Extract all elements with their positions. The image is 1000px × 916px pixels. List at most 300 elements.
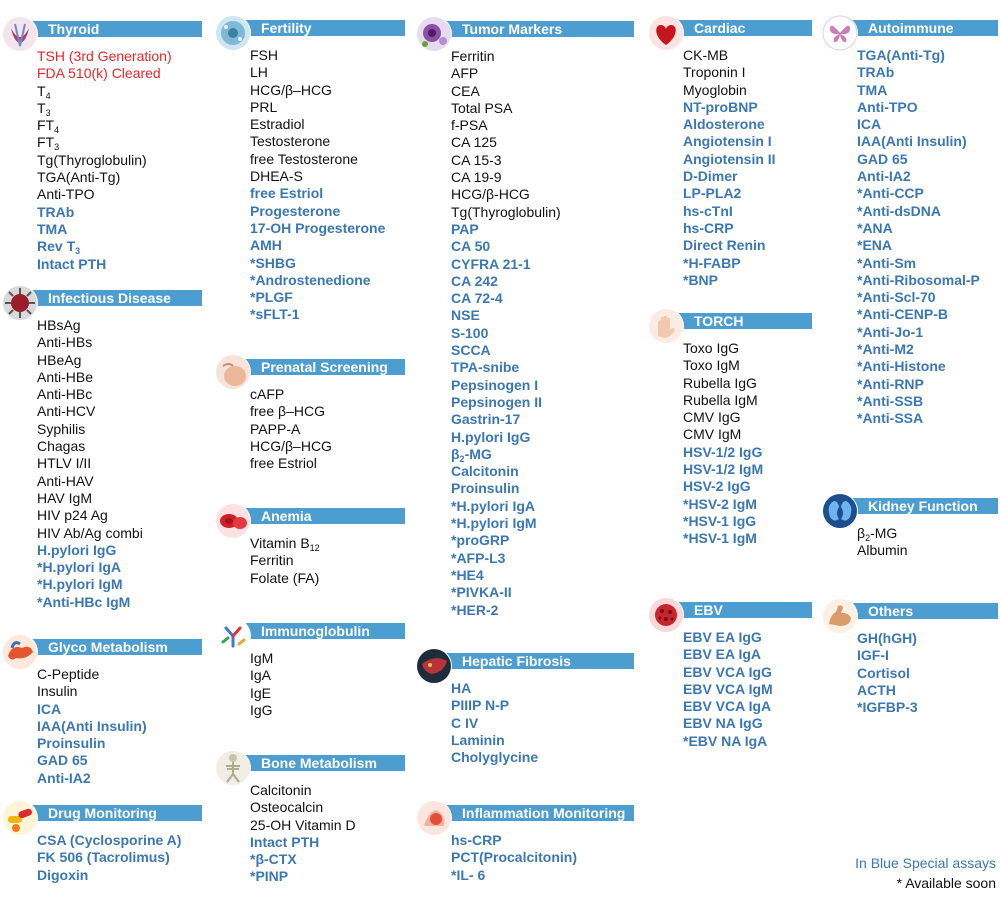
assay-item [250, 535, 405, 552]
assay-name: 25-OH Vitamin D [250, 816, 356, 833]
assay-name: GAD 65 [857, 150, 908, 167]
assay-name: *H.pylori IgA [451, 497, 536, 514]
assay-item [451, 446, 634, 463]
assay-name: *Anti-M2 [857, 341, 914, 358]
assay-item [451, 342, 634, 359]
assay-name: Anti-HBe [37, 368, 94, 385]
assay-item [250, 667, 405, 684]
assay-item [683, 375, 812, 392]
assay-list [215, 47, 405, 324]
assay-item [250, 306, 405, 323]
assay-name: *Anti-SSA [857, 410, 924, 427]
assay-name: HTLV I/II [37, 455, 92, 472]
assay-name: EBV VCA IgM [683, 680, 773, 697]
assay-item [37, 186, 202, 203]
assay-item [683, 82, 812, 99]
section-title: Prenatal Screening [239, 359, 405, 375]
assay-name: T [37, 82, 46, 99]
assay-item [37, 525, 202, 542]
assay-name: *H.pylori IgM [451, 515, 537, 532]
assay-name: CYFRA 21-1 [451, 255, 531, 272]
section-header [215, 15, 405, 37]
assay-item [451, 152, 634, 169]
assay-name: Anti-TPO [37, 186, 95, 203]
assay-name: *ANA [857, 219, 893, 236]
section-fertility [215, 15, 405, 324]
assay-name: Rubella IgG [683, 374, 757, 391]
assay-name: *PIVKA-II [451, 584, 512, 601]
assay-item [250, 64, 405, 81]
assay-item [857, 82, 998, 99]
assay-item [683, 681, 812, 698]
assay-name: AFP [451, 65, 479, 82]
assay-item [857, 64, 998, 81]
assay-item [37, 594, 202, 611]
assay-item [250, 685, 405, 702]
assay-name: PRL [250, 98, 278, 115]
assay-name: TSH (3rd Generation) [37, 48, 172, 64]
assay-item [683, 99, 812, 116]
assay-item [451, 83, 634, 100]
assay-item [37, 770, 202, 787]
assay-item [683, 530, 812, 547]
assay-item [37, 849, 202, 866]
assay-name: *proGRP [451, 532, 510, 549]
assay-name: CSA (Cyclosporine A) [37, 832, 182, 848]
assay-name: HSV-2 IgG [683, 478, 751, 495]
section-header [215, 618, 405, 640]
assay-name: Albumin [857, 542, 908, 559]
assay-item [683, 340, 812, 357]
assay-item [250, 438, 405, 455]
legend-special-assays: In Blue Special assays [855, 855, 996, 871]
assay-item [857, 255, 998, 272]
assay-name: *PLGF [250, 289, 293, 306]
section-header [2, 285, 202, 307]
assay-item [451, 273, 634, 290]
assay-item [857, 99, 998, 116]
assay-item [451, 377, 634, 394]
section-inflammation-monitoring [416, 800, 634, 884]
assay-item [451, 359, 634, 376]
assay-item [683, 646, 812, 663]
assay-item [250, 255, 405, 272]
assay-item [857, 542, 998, 559]
assay-name: IAA(Anti Insulin) [37, 717, 147, 734]
assay-item [683, 478, 812, 495]
assay-item [37, 369, 202, 386]
antibody-icon [215, 618, 251, 654]
assay-name: Tg(Thyroglobulin) [37, 151, 147, 168]
assay-item [37, 455, 202, 472]
assay-item [451, 204, 634, 221]
assay-name: f-PSA [451, 117, 488, 134]
assay-name: *H-FABP [683, 254, 741, 271]
assay-name: Anti-IA2 [857, 168, 911, 185]
assay-item [683, 47, 812, 64]
section-cardiac [648, 15, 812, 289]
assay-name: CA 15-3 [451, 151, 502, 168]
assay-list [2, 317, 202, 611]
assay-name: GAD 65 [37, 752, 88, 769]
assay-list [822, 525, 998, 560]
assay-item [683, 426, 812, 443]
assay-item [857, 168, 998, 185]
heart-icon [648, 15, 684, 51]
assay-item [37, 666, 202, 683]
assay-list [416, 680, 634, 766]
section-glyco-metabolism [2, 634, 202, 787]
section-title: Drug Monitoring [26, 805, 202, 821]
assay-item [250, 455, 405, 472]
assay-name: TGA(Anti-Tg) [37, 169, 121, 186]
assay-name: CMV IgG [683, 409, 741, 426]
assay-item [37, 701, 202, 718]
assay-name: *PINP [250, 868, 289, 885]
assay-name: Progesterone [250, 202, 341, 219]
section-header [215, 354, 405, 376]
assay-name: HCG/β–HCG [250, 437, 332, 454]
assay-item [857, 47, 998, 64]
assay-name: Anti-HBc [37, 386, 93, 403]
assay-item [37, 403, 202, 420]
assay-item [683, 698, 812, 715]
assay-name: *Anti-CENP-B [857, 306, 948, 323]
assay-item [683, 496, 812, 513]
assay-item [683, 133, 812, 150]
assay-subscript: 2 [459, 453, 465, 464]
assay-name: HCG/β-HCG [451, 186, 530, 203]
assay-name: *H.pylori IgM [37, 576, 123, 593]
assay-item [451, 117, 634, 134]
assay-item [683, 220, 812, 237]
assay-name: TMA [857, 81, 888, 98]
assay-name: hs-CRP [683, 219, 734, 236]
assay-name: Syphilis [37, 420, 86, 437]
assay-item [451, 290, 634, 307]
assay-list [2, 832, 202, 884]
assay-item [250, 185, 405, 202]
assay-name: Vitamin B [250, 535, 310, 551]
assay-item [857, 324, 998, 341]
assay-item [37, 752, 202, 769]
assay-item [250, 851, 405, 868]
assay-name: CA 242 [451, 272, 498, 289]
assay-item [37, 204, 202, 221]
assay-name: *Anti-Histone [857, 358, 946, 375]
assay-name: FK 506 (Tacrolimus) [37, 849, 170, 866]
assay-name: Insulin [37, 683, 78, 700]
assay-name: Angiotensin I [683, 133, 772, 150]
assay-item [37, 238, 202, 255]
skeleton-icon [215, 750, 251, 786]
assay-item [250, 237, 405, 254]
assay-list [215, 782, 405, 886]
assay-subscript: 2 [865, 533, 871, 543]
assay-name: free β–HCG [250, 403, 325, 420]
assay-name: β [857, 525, 866, 541]
assay-name: *β-CTX [250, 851, 297, 868]
assay-item [37, 352, 202, 369]
assay-item [683, 392, 812, 409]
assay-name: 17-OH Progesterone [250, 219, 386, 236]
assay-item [683, 116, 812, 133]
assay-item [37, 490, 202, 507]
section-infectious-disease [2, 285, 202, 611]
assay-name: EBV EA IgA [683, 646, 762, 663]
assay-list [416, 48, 634, 619]
assay-name: *Anti-Sm [857, 254, 917, 271]
assay-item [37, 576, 202, 593]
assay-item [250, 133, 405, 150]
assay-list [215, 386, 405, 472]
assay-item [37, 134, 202, 151]
assay-item [683, 664, 812, 681]
assay-name: *AFP-L3 [451, 549, 506, 566]
assay-name: IgE [250, 684, 272, 701]
assay-item [250, 403, 405, 420]
assay-item [857, 525, 998, 542]
assay-name: *Androstenedione [250, 271, 371, 288]
assay-item [451, 832, 634, 849]
assay-name: TRAb [857, 64, 895, 81]
assay-name: SCCA [451, 342, 491, 359]
assay-name: Troponin I [683, 64, 746, 81]
assay-item [451, 134, 634, 151]
assay-name: HA [451, 680, 472, 696]
assay-subscript: 12 [309, 543, 320, 553]
assay-item [451, 65, 634, 82]
virus-icon [2, 285, 38, 321]
assay-name: PAP [451, 220, 479, 237]
assay-name: free Estriol [250, 185, 324, 202]
section-title: Others [846, 603, 998, 619]
assay-name: PCT(Procalcitonin) [451, 849, 578, 866]
assay-name: *Anti-RNP [857, 375, 924, 392]
section-header [416, 16, 634, 38]
assay-item [37, 867, 202, 884]
assay-name: LH [250, 64, 268, 81]
assay-name: ICA [37, 700, 62, 717]
assay-item [250, 289, 405, 306]
section-title: Bone Metabolism [239, 755, 405, 771]
assay-item [857, 410, 998, 427]
assay-item [857, 358, 998, 375]
assay-name: AMH [250, 237, 282, 254]
assay-name: Laminin [451, 731, 505, 748]
section-title: Hepatic Fibrosis [440, 653, 634, 669]
section-header [822, 598, 998, 620]
section-title: TORCH [672, 313, 812, 329]
section-header [215, 503, 405, 525]
section-autoimmune [822, 15, 998, 428]
assay-name: ACTH [857, 681, 896, 698]
assay-list [2, 666, 202, 787]
assay-name: Estradiol [250, 116, 305, 133]
assay-name: PAPP-A [250, 420, 301, 437]
assay-item [683, 255, 812, 272]
assay-name: Chagas [37, 438, 86, 455]
assay-item [451, 680, 634, 697]
assay-name: Aldosterone [683, 116, 765, 133]
section-title: Autoimmune [846, 20, 998, 36]
assay-name: IAA(Anti Insulin) [857, 133, 967, 150]
assay-item [857, 630, 998, 647]
assay-item [37, 221, 202, 238]
assay-name: Toxo IgM [683, 357, 740, 374]
assay-name: HIV p24 Ag [37, 507, 108, 524]
assay-name: Anti-HCV [37, 403, 96, 420]
assay-name: HSV-1/2 IgG [683, 443, 763, 460]
assay-name: DHEA-S [250, 168, 303, 185]
assay-name: CK-MB [683, 47, 729, 63]
assay-name: Anti-HAV [37, 472, 94, 489]
assay-name: Pepsinogen I [451, 376, 539, 393]
assay-item [250, 386, 405, 403]
assay-name: Digoxin [37, 866, 89, 883]
assay-name: IgM [250, 650, 274, 666]
section-bone-metabolism [215, 750, 405, 886]
assay-name: S-100 [451, 324, 489, 341]
assay-name: NSE [451, 307, 480, 324]
section-header [648, 308, 812, 330]
assay-item [451, 515, 634, 532]
section-title: Kidney Function [846, 498, 998, 514]
assay-item [451, 429, 634, 446]
assay-name: CA 72-4 [451, 290, 503, 307]
assay-subscript: 4 [45, 90, 51, 101]
assay-name: *Anti-Ribosomal-P [857, 271, 980, 288]
kidney-icon [822, 493, 858, 529]
assay-item [37, 48, 202, 65]
assay-name: CA 19-9 [451, 169, 502, 186]
assay-item [451, 48, 634, 65]
assay-item [37, 559, 202, 576]
assay-item [683, 444, 812, 461]
assay-name: Direct Renin [683, 237, 766, 254]
assay-item [451, 411, 634, 428]
assay-item [37, 438, 202, 455]
assay-item [857, 341, 998, 358]
assay-name: HBsAg [37, 317, 81, 333]
assay-name: TRAb [37, 203, 75, 220]
blood-cell-icon [215, 503, 251, 539]
cell-icon [215, 15, 251, 51]
assay-item [250, 82, 405, 99]
assay-item [250, 799, 405, 816]
section-header [822, 493, 998, 515]
assay-name: Rev T [37, 238, 76, 255]
assay-item [37, 683, 202, 700]
section-title: Inflammation Monitoring [440, 805, 634, 821]
section-title: Infectious Disease [26, 290, 202, 306]
assay-name: EBV VCA IgA [683, 698, 772, 715]
assay-item [250, 868, 405, 885]
assay-item [37, 117, 202, 134]
assay-name-suffix: -MG [464, 445, 492, 462]
section-header [2, 16, 202, 38]
assay-item [451, 584, 634, 601]
assay-item [37, 256, 202, 273]
assay-name: FSH [250, 47, 278, 63]
assay-name: Cholyglycine [451, 749, 539, 766]
assay-name: Calcitonin [250, 782, 312, 798]
assay-name: H.pylori IgG [37, 541, 117, 558]
assay-item [451, 849, 634, 866]
pancreas-icon [2, 634, 38, 670]
assay-name: free Estriol [250, 455, 317, 472]
assay-name: *HSV-1 IgM [683, 530, 757, 547]
assay-name: IgA [250, 667, 272, 684]
assay-item [451, 567, 634, 584]
assay-name: Anti-IA2 [37, 769, 91, 786]
section-torch [648, 308, 812, 548]
assay-item [37, 152, 202, 169]
assay-item [451, 221, 634, 238]
assay-name: Toxo IgG [683, 340, 740, 356]
assay-name: CA 125 [451, 134, 497, 151]
thyroid-icon [2, 16, 38, 52]
assay-name: Myoglobin [683, 81, 747, 98]
section-header [648, 597, 812, 619]
assay-name: IgG [250, 701, 273, 718]
assay-name: Testosterone [250, 133, 331, 150]
assay-name: hs-cTnI [683, 202, 733, 219]
assay-item [683, 733, 812, 750]
assay-item [451, 100, 634, 117]
baby-hand-icon [648, 308, 684, 344]
assay-item [37, 542, 202, 559]
assay-item [857, 647, 998, 664]
assay-item [857, 289, 998, 306]
assay-name: Osteocalcin [250, 799, 324, 816]
assay-item [37, 718, 202, 735]
assay-item [250, 168, 405, 185]
assay-item [451, 186, 634, 203]
assay-item [857, 185, 998, 202]
assay-list [648, 47, 812, 289]
assay-item [250, 834, 405, 851]
assay-name: C-Peptide [37, 666, 100, 682]
assay-item [37, 386, 202, 403]
assay-item [857, 306, 998, 323]
assay-item [451, 715, 634, 732]
section-thyroid [2, 16, 202, 273]
assay-name: β [451, 445, 460, 462]
assay-item [683, 237, 812, 254]
assay-name: LP-PLA2 [683, 185, 742, 202]
assay-subscript: 3 [45, 107, 51, 118]
section-tumor-markers [416, 16, 634, 619]
assay-item [37, 169, 202, 186]
assay-name: Ferritin [250, 552, 294, 569]
assay-name: *HSV-2 IgM [683, 495, 757, 512]
assay-name: TGA(Anti-Tg) [857, 47, 945, 63]
tumor-cell-icon [416, 16, 452, 52]
assay-item [683, 151, 812, 168]
assay-item [683, 168, 812, 185]
assay-name-suffix: -MG [870, 525, 898, 541]
assay-item [250, 817, 405, 834]
section-prenatal-screening [215, 354, 405, 472]
assay-item [250, 421, 405, 438]
assay-name: EBV EA IgG [683, 629, 762, 645]
assay-name: Gastrin-17 [451, 411, 521, 428]
assay-item [451, 749, 634, 766]
assay-name: *H.pylori IgA [37, 559, 122, 576]
assay-item [857, 682, 998, 699]
assay-name: HIV Ab/Ag combi [37, 524, 143, 541]
